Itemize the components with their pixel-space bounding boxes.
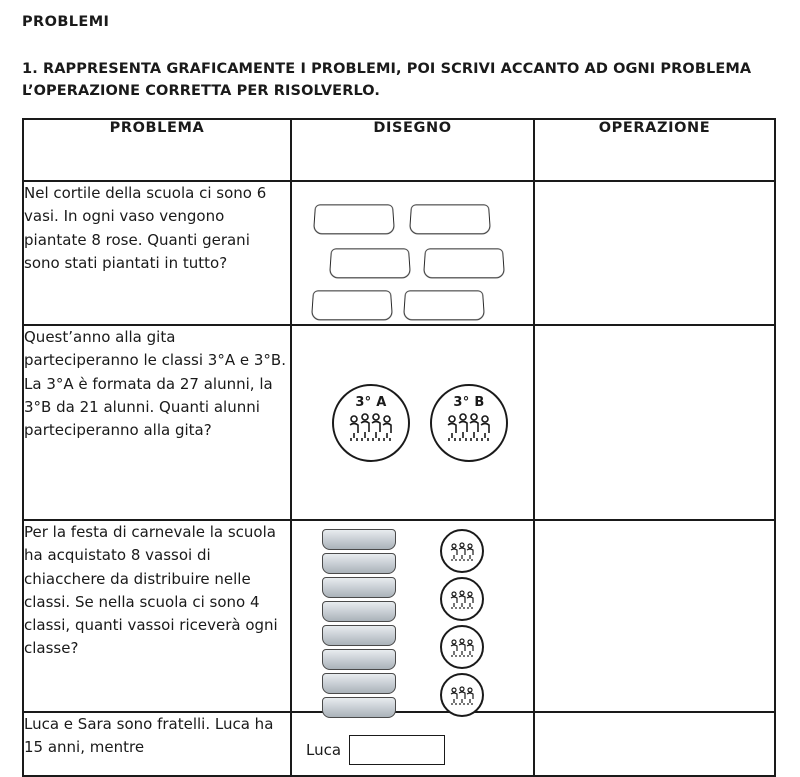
- column-header-problema: PROBLEMA: [23, 119, 291, 181]
- vase-icon: [423, 248, 505, 278]
- luca-answer-box[interactable]: [349, 735, 445, 765]
- drawing-cell-4: [291, 712, 534, 776]
- people-group-icon: [334, 412, 408, 442]
- problem-text-4: Luca e Sara sono fratelli. Luca ha 15 anni, mentre: [23, 712, 291, 776]
- luca-answer-row: [306, 735, 445, 765]
- people-group-icon: [449, 685, 475, 705]
- class-circle-small: [440, 577, 484, 621]
- table-header-row: [23, 119, 775, 181]
- column-header-disegno: DISEGNO: [291, 119, 534, 181]
- six-vases-illustration: [292, 182, 533, 324]
- class-circle-a: [332, 384, 410, 462]
- two-class-circles-illustration: [292, 326, 533, 519]
- people-group-icon: [449, 589, 475, 609]
- vase-icon: [313, 204, 395, 234]
- trays-and-classes-illustration: [292, 521, 533, 711]
- tray-icon: [322, 601, 396, 622]
- tray-icon: [322, 625, 396, 646]
- people-group-icon: [432, 412, 506, 442]
- people-group-icon: [449, 637, 475, 657]
- vase-icon: [329, 248, 411, 278]
- class-circle-small: [440, 673, 484, 717]
- table-row: [23, 520, 775, 712]
- tray-icon: [322, 673, 396, 694]
- operation-cell-2[interactable]: [534, 325, 775, 520]
- vase-icon: [409, 204, 491, 234]
- drawing-cell-1: [291, 181, 534, 325]
- class-circle-label: 3° B: [453, 395, 485, 410]
- tray-icon: [322, 649, 396, 670]
- table-row: [23, 712, 775, 776]
- problem-text-1: Nel cortile della scuola ci sono 6 vasi. In ogni vaso vengono piantate 8 rose. Quanti gerani sono stati piantati in tutto?: [23, 181, 291, 325]
- drawing-cell-3: [291, 520, 534, 712]
- page-title: PROBLEMI: [22, 14, 110, 30]
- vase-icon: [311, 290, 393, 320]
- class-circle-label: 3° A: [355, 395, 387, 410]
- table-row: [23, 325, 775, 520]
- people-group-icon: [449, 541, 475, 561]
- class-circle-small: [440, 625, 484, 669]
- tray-icon: [322, 577, 396, 598]
- operation-cell-4[interactable]: [534, 712, 775, 776]
- operation-cell-3[interactable]: [534, 520, 775, 712]
- vase-icon: [403, 290, 485, 320]
- table-row: [23, 181, 775, 325]
- problems-table: [22, 118, 776, 777]
- tray-icon: [322, 553, 396, 574]
- drawing-cell-2: [291, 325, 534, 520]
- operation-cell-1[interactable]: [534, 181, 775, 325]
- luca-label: Luca: [306, 741, 342, 759]
- problem-text-3: Per la festa di carnevale la scuola ha acquistato 8 vassoi di chiacchere da distribuire nelle classi. Se nella scuola ci sono 4 classi, quanti vassoi riceverà ogni classe?: [23, 520, 291, 712]
- class-circle-small: [440, 529, 484, 573]
- instruction-text: 1. RAPPRESENTA GRAFICAMENTE I PROBLEMI, POI SCRIVI ACCANTO AD OGNI PROBLEMA L’OPERAZIONE CORRETTA PER RISOLVERLO.: [22, 61, 752, 100]
- class-circle-b: [430, 384, 508, 462]
- problem-text-2: Quest’anno alla gita parteciperanno le classi 3°A e 3°B. La 3°A è formata da 27 alunni, la 3°B da 21 alunni. Quanti alunni parteciperanno alla gita?: [23, 325, 291, 520]
- tray-icon: [322, 529, 396, 550]
- column-header-operazione: OPERAZIONE: [534, 119, 775, 181]
